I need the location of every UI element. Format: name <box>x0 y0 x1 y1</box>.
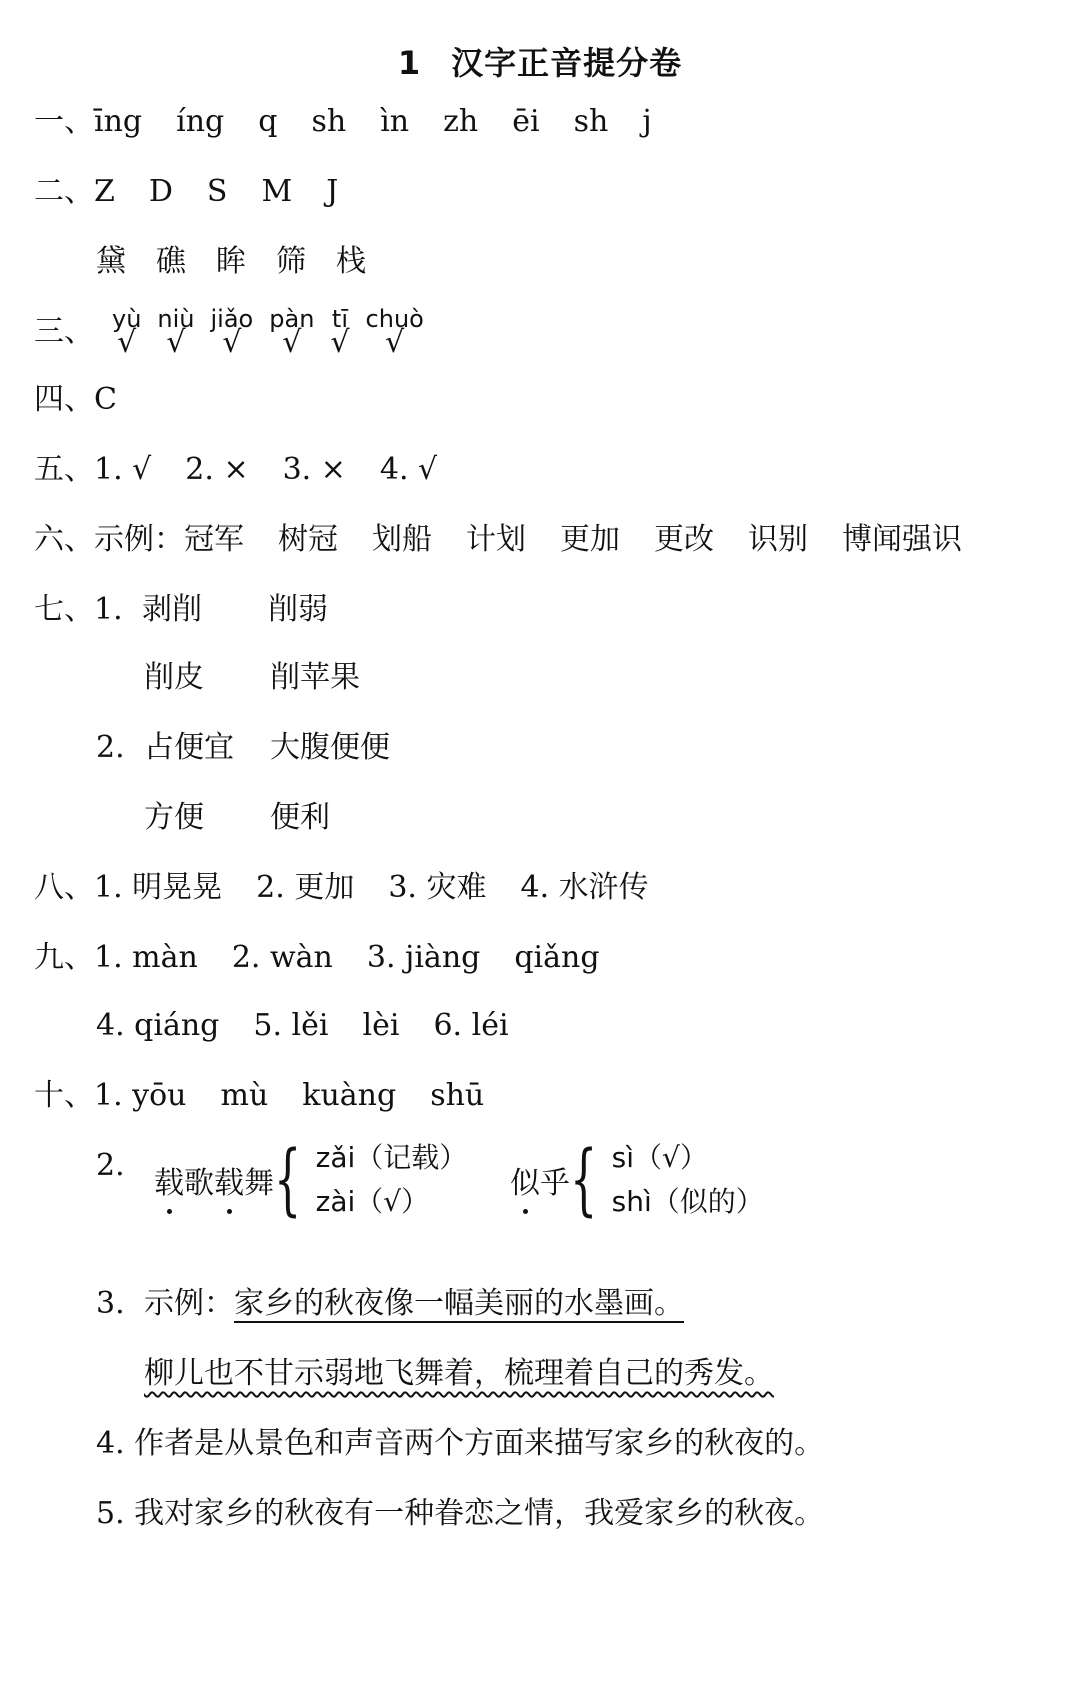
letter-item: D <box>148 174 173 209</box>
section-4-label: 四、 <box>34 382 94 417</box>
pinyin: tī <box>331 305 348 333</box>
char: 歌 <box>184 1166 214 1201</box>
section-7-q2-row2 <box>144 798 330 838</box>
char-dotted <box>510 1158 540 1202</box>
char-item: 礁 <box>156 244 186 279</box>
word-item: 占便宜 <box>144 730 234 765</box>
word-item: 剥削 <box>142 592 202 627</box>
pinyin: yù <box>112 305 142 333</box>
section-9-label: 九、 <box>34 940 94 975</box>
char-dotted <box>214 1158 244 1202</box>
word-item: 树冠 <box>278 522 338 557</box>
section-2-chars <box>96 242 396 282</box>
judge-item: 4. √ <box>379 452 438 487</box>
section-9-row1 <box>34 938 626 978</box>
section-1 <box>34 102 686 142</box>
section-3-label-line <box>34 312 94 352</box>
pinyin-item: 1. màn <box>94 940 198 975</box>
option: sì（√） <box>611 1141 708 1174</box>
section-8-label: 八、 <box>34 870 94 905</box>
judge-item: 3. × <box>282 452 346 487</box>
section-6 <box>34 520 988 560</box>
pinyin-item: kuàng <box>302 1078 397 1113</box>
pinyin-item: īng <box>94 104 143 139</box>
q-number: 2. <box>96 730 125 765</box>
word-item: 博闻强识 <box>842 522 962 557</box>
pinyin-check-item <box>330 306 349 358</box>
char <box>540 1158 570 1202</box>
title-text: 汉字正音提分卷 <box>451 44 683 82</box>
brace-icon: { <box>570 1135 598 1225</box>
emphasis-dot <box>167 1209 172 1214</box>
char-item: 筛 <box>276 244 306 279</box>
section-10-q3-line1 <box>96 1284 684 1324</box>
word-item: 更加 <box>560 522 620 557</box>
section-7-q1-row1 <box>34 590 328 630</box>
word-item: 划船 <box>372 522 432 557</box>
option: zài（√） <box>315 1185 430 1218</box>
pinyin-item: shū <box>430 1078 485 1113</box>
section-6-prefix: 示例： <box>94 522 184 557</box>
polyphone-group-1 <box>154 1136 467 1224</box>
pinyin-check-item <box>211 306 254 358</box>
section-2 <box>34 172 372 212</box>
judge-item: 2. × <box>185 452 249 487</box>
char-dotted <box>154 1158 184 1202</box>
pinyin-item: 6. léi <box>433 1008 509 1043</box>
pinyin-item: 5. lěi <box>253 1008 329 1043</box>
pinyin: chuò <box>365 305 424 333</box>
pinyin-item: q <box>258 104 278 139</box>
section-3-label: 三、 <box>34 314 94 349</box>
pinyin-check-item <box>112 306 141 358</box>
letter-item: Z <box>94 174 115 209</box>
answer-item: 3. 灾难 <box>388 870 487 905</box>
char: 舞 <box>244 1166 274 1201</box>
pinyin: jiǎo <box>210 305 254 333</box>
word-item: 冠军 <box>184 522 244 557</box>
check-mark: √ <box>222 325 242 360</box>
word-item: 削苹果 <box>270 660 360 695</box>
letter-item: M <box>261 174 293 209</box>
pinyin-item: 4. qiáng <box>96 1008 220 1043</box>
section-4-answer: C <box>94 382 117 417</box>
word-item: 更改 <box>654 522 714 557</box>
section-6-label: 六、 <box>34 522 94 557</box>
letter-item: S <box>206 174 228 209</box>
word-item: 计划 <box>466 522 526 557</box>
polyphone-group-2 <box>510 1136 764 1224</box>
answer-item: 2. 更加 <box>256 870 355 905</box>
answer-item: 1. 明晃晃 <box>94 870 223 905</box>
section-10-q1 <box>34 1076 510 1116</box>
pinyin-item: 1. yōu <box>94 1078 187 1113</box>
pinyin-item: sh <box>311 104 347 139</box>
word-zaigezaiwu <box>154 1158 274 1202</box>
char-item: 眸 <box>216 244 246 279</box>
q4-answer: 4. 作者是从景色和声音两个方面来描写家乡的秋夜的。 <box>96 1426 825 1461</box>
options <box>612 1136 764 1224</box>
section-7-label: 七、 <box>34 592 94 627</box>
pinyin-item: lèi <box>362 1008 400 1043</box>
char: 似 <box>510 1166 540 1201</box>
pinyin-check-item <box>366 306 424 358</box>
pinyin-item: ēi <box>512 104 540 139</box>
pinyin-item: íng <box>176 104 225 139</box>
check-mark: √ <box>282 325 302 360</box>
char: 乎 <box>540 1166 570 1201</box>
word-item: 方便 <box>144 800 204 835</box>
section-10-q5 <box>96 1494 824 1534</box>
pinyin-item: ìn <box>380 104 410 139</box>
pinyin-check-item <box>157 306 194 358</box>
check-mark: √ <box>166 325 186 360</box>
pinyin-item: qiǎng <box>514 940 600 975</box>
q-number: 1. <box>94 592 123 627</box>
word-item: 大腹便便 <box>270 730 390 765</box>
q5-answer: 5. 我对家乡的秋夜有一种眷恋之情，我爱家乡的秋夜。 <box>96 1496 825 1531</box>
char-item: 栈 <box>336 244 366 279</box>
check-mark: √ <box>385 325 405 360</box>
char-item: 黛 <box>96 244 126 279</box>
word-item: 便利 <box>270 800 330 835</box>
word-item: 识别 <box>748 522 808 557</box>
section-10-label: 十、 <box>34 1078 94 1113</box>
emphasis-dot <box>227 1209 232 1214</box>
section-4 <box>34 380 117 420</box>
underlined-sentence: 家乡的秋夜像一幅美丽的水墨画。 <box>234 1286 684 1321</box>
section-10-q4 <box>96 1424 824 1464</box>
pinyin-item: sh <box>573 104 609 139</box>
pinyin-item: zh <box>443 104 479 139</box>
word-item: 削皮 <box>144 660 204 695</box>
section-9-row2 <box>96 1006 535 1046</box>
option: shì（似的） <box>611 1185 764 1218</box>
section-1-label: 一、 <box>34 104 94 139</box>
word-item: 削弱 <box>268 592 328 627</box>
judge-item: 1. √ <box>94 452 152 487</box>
q-number: 3. <box>96 1286 125 1321</box>
char: 载 <box>154 1166 184 1201</box>
answer-item: 4. 水浒传 <box>520 870 649 905</box>
section-7-q2-row1 <box>96 728 390 768</box>
title-number: 1 <box>397 44 422 82</box>
check-mark: √ <box>117 325 137 360</box>
pinyin-item: j <box>642 104 652 139</box>
section-3-pinyin-row <box>112 306 440 366</box>
emphasis-dot <box>523 1209 528 1214</box>
section-5-label: 五、 <box>34 452 94 487</box>
char <box>184 1158 214 1202</box>
option: zǎi（记载） <box>315 1141 468 1174</box>
pinyin-item: mù <box>220 1078 269 1113</box>
section-5 <box>34 450 471 490</box>
section-7-q1-row2 <box>144 658 360 698</box>
q-number: 2. <box>96 1148 125 1183</box>
brace-icon: { <box>274 1135 302 1225</box>
letter-item: J <box>326 174 339 209</box>
pinyin: niù <box>157 305 195 333</box>
section-8 <box>34 868 675 908</box>
pinyin-item: 2. wàn <box>231 940 333 975</box>
section-10-q3-line2 <box>144 1354 774 1394</box>
word-sihu <box>510 1158 570 1202</box>
page-title <box>0 38 1080 84</box>
options <box>316 1136 468 1224</box>
pinyin-item: 3. jiàng <box>366 940 481 975</box>
pinyin-check-item <box>269 306 314 358</box>
section-10-q2-number <box>96 1146 125 1186</box>
wavy-underlined-sentence: 柳儿也不甘示弱地飞舞着，梳理着自己的秀发。 <box>144 1356 774 1391</box>
q3-prefix: 示例： <box>144 1286 234 1321</box>
check-mark: √ <box>330 325 350 360</box>
section-2-label: 二、 <box>34 174 94 209</box>
char <box>244 1158 274 1202</box>
char: 载 <box>214 1166 244 1201</box>
pinyin: pàn <box>269 305 315 333</box>
